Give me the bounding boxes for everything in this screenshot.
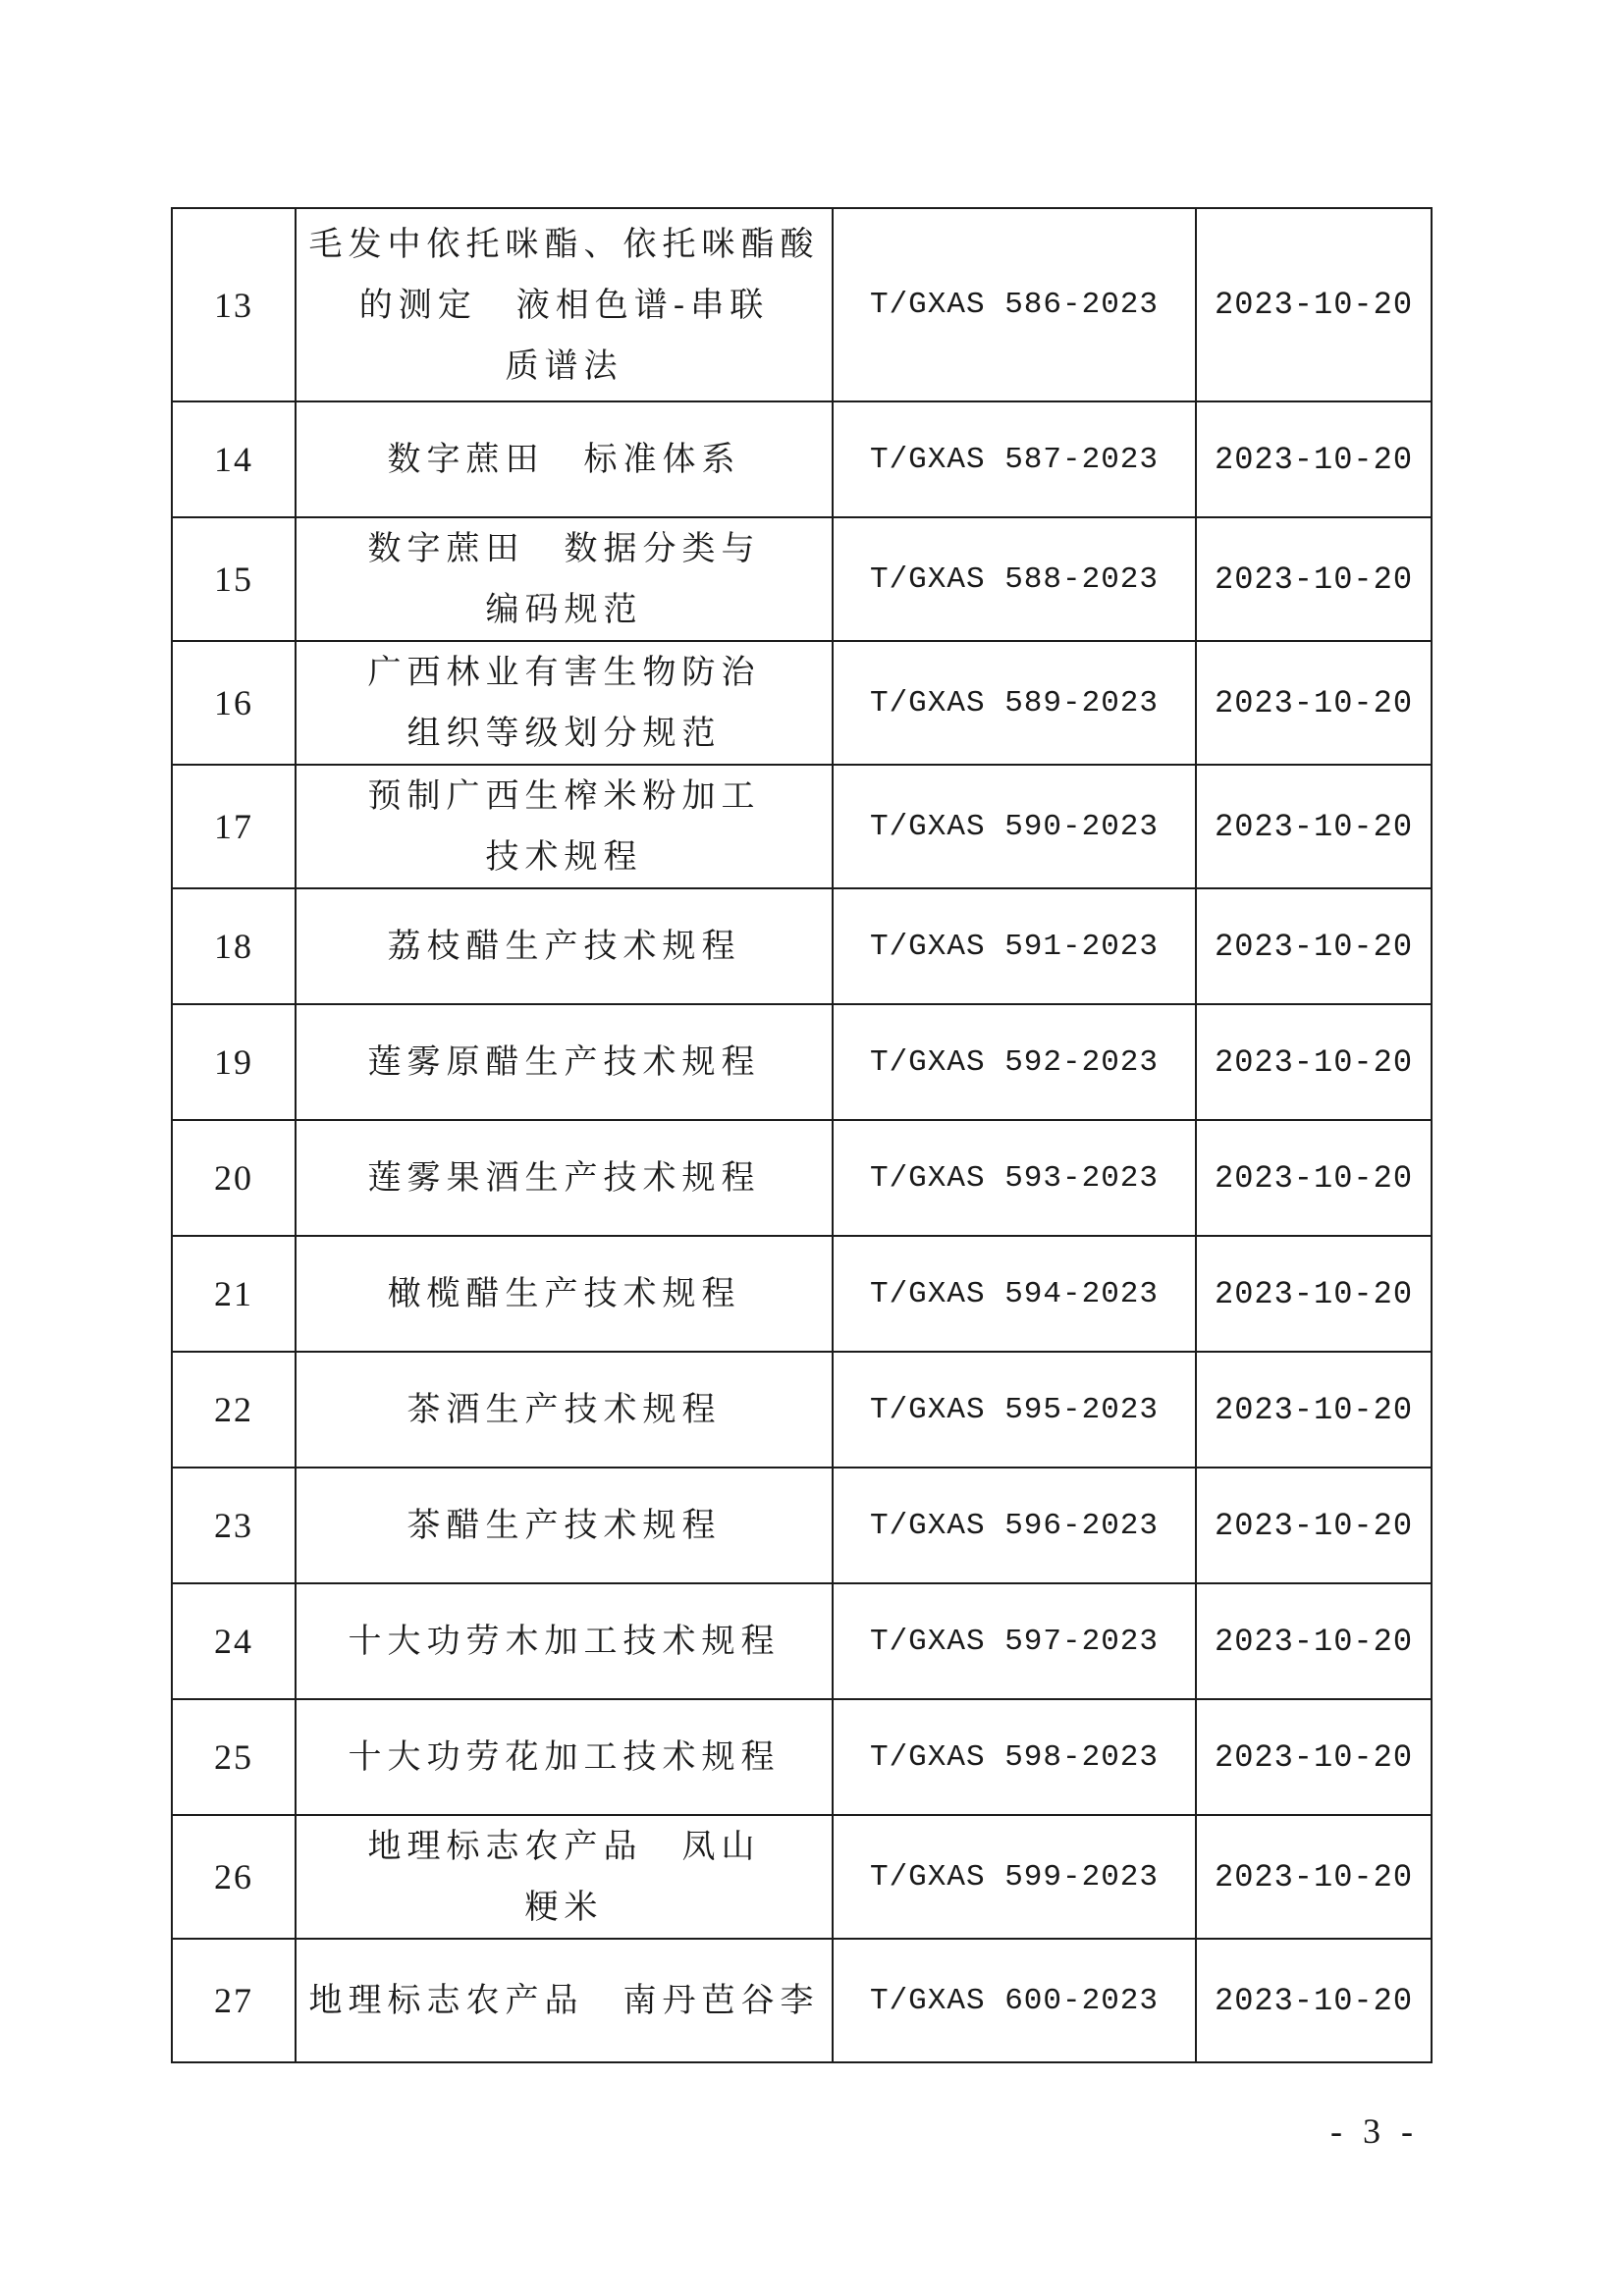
row-number: 24 — [172, 1583, 296, 1699]
row-number: 16 — [172, 641, 296, 765]
release-date: 2023-10-20 — [1196, 1468, 1432, 1583]
row-number: 23 — [172, 1468, 296, 1583]
standard-name: 莲雾果酒生产技术规程 — [296, 1120, 833, 1236]
row-number: 19 — [172, 1004, 296, 1120]
standard-code: T/GXAS 597-2023 — [833, 1583, 1196, 1699]
standard-name: 数字蔗田 标准体系 — [296, 401, 833, 517]
release-date: 2023-10-20 — [1196, 1120, 1432, 1236]
table-row — [172, 1815, 1432, 1939]
table-row — [172, 888, 1432, 1004]
row-number: 14 — [172, 401, 296, 517]
table-row — [172, 1120, 1432, 1236]
standard-code: T/GXAS 600-2023 — [833, 1939, 1196, 2062]
standard-code: T/GXAS 591-2023 — [833, 888, 1196, 1004]
standard-code: T/GXAS 595-2023 — [833, 1352, 1196, 1468]
standard-code: T/GXAS 590-2023 — [833, 765, 1196, 888]
standard-code: T/GXAS 589-2023 — [833, 641, 1196, 765]
standard-name: 数字蔗田 数据分类与 编码规范 — [296, 517, 833, 641]
standard-name: 橄榄醋生产技术规程 — [296, 1236, 833, 1352]
standard-code: T/GXAS 599-2023 — [833, 1815, 1196, 1939]
release-date: 2023-10-20 — [1196, 641, 1432, 765]
release-date: 2023-10-20 — [1196, 1583, 1432, 1699]
table-row — [172, 1352, 1432, 1468]
standard-code: T/GXAS 587-2023 — [833, 401, 1196, 517]
row-number: 20 — [172, 1120, 296, 1236]
standard-name: 预制广西生榨米粉加工 技术规程 — [296, 765, 833, 888]
release-date: 2023-10-20 — [1196, 1699, 1432, 1815]
release-date: 2023-10-20 — [1196, 401, 1432, 517]
standard-code: T/GXAS 598-2023 — [833, 1699, 1196, 1815]
table-row — [172, 1583, 1432, 1699]
table-body — [172, 208, 1432, 2062]
standard-name: 十大功劳花加工技术规程 — [296, 1699, 833, 1815]
release-date: 2023-10-20 — [1196, 1939, 1432, 2062]
table-row — [172, 1939, 1432, 2062]
table-row — [172, 208, 1432, 401]
table-row — [172, 517, 1432, 641]
standard-name: 茶醋生产技术规程 — [296, 1468, 833, 1583]
row-number: 26 — [172, 1815, 296, 1939]
standard-name: 十大功劳木加工技术规程 — [296, 1583, 833, 1699]
row-number: 15 — [172, 517, 296, 641]
row-number: 25 — [172, 1699, 296, 1815]
standard-code: T/GXAS 593-2023 — [833, 1120, 1196, 1236]
release-date: 2023-10-20 — [1196, 1236, 1432, 1352]
page-number: - 3 - — [1330, 2111, 1419, 2151]
standard-name: 莲雾原醋生产技术规程 — [296, 1004, 833, 1120]
release-date: 2023-10-20 — [1196, 517, 1432, 641]
standard-name: 广西林业有害生物防治 组织等级划分规范 — [296, 641, 833, 765]
standard-code: T/GXAS 596-2023 — [833, 1468, 1196, 1583]
table-row — [172, 641, 1432, 765]
row-number: 22 — [172, 1352, 296, 1468]
table-row — [172, 1236, 1432, 1352]
table-row — [172, 401, 1432, 517]
standard-code: T/GXAS 588-2023 — [833, 517, 1196, 641]
table-row — [172, 1004, 1432, 1120]
row-number: 17 — [172, 765, 296, 888]
standards-table — [171, 207, 1433, 2063]
standard-name: 茶酒生产技术规程 — [296, 1352, 833, 1468]
row-number: 21 — [172, 1236, 296, 1352]
row-number: 18 — [172, 888, 296, 1004]
release-date: 2023-10-20 — [1196, 1815, 1432, 1939]
row-number: 13 — [172, 208, 296, 401]
release-date: 2023-10-20 — [1196, 765, 1432, 888]
release-date: 2023-10-20 — [1196, 1004, 1432, 1120]
table-row — [172, 765, 1432, 888]
release-date: 2023-10-20 — [1196, 888, 1432, 1004]
standard-code: T/GXAS 594-2023 — [833, 1236, 1196, 1352]
row-number: 27 — [172, 1939, 296, 2062]
standard-name: 地理标志农产品 凤山 粳米 — [296, 1815, 833, 1939]
table-row — [172, 1468, 1432, 1583]
standard-name: 荔枝醋生产技术规程 — [296, 888, 833, 1004]
release-date: 2023-10-20 — [1196, 208, 1432, 401]
standard-name: 毛发中依托咪酯、依托咪酯酸 的测定 液相色谱-串联 质谱法 — [296, 208, 833, 401]
table-row — [172, 1699, 1432, 1815]
standard-name: 地理标志农产品 南丹芭谷李 — [296, 1939, 833, 2062]
standard-code: T/GXAS 592-2023 — [833, 1004, 1196, 1120]
standard-code: T/GXAS 586-2023 — [833, 208, 1196, 401]
release-date: 2023-10-20 — [1196, 1352, 1432, 1468]
